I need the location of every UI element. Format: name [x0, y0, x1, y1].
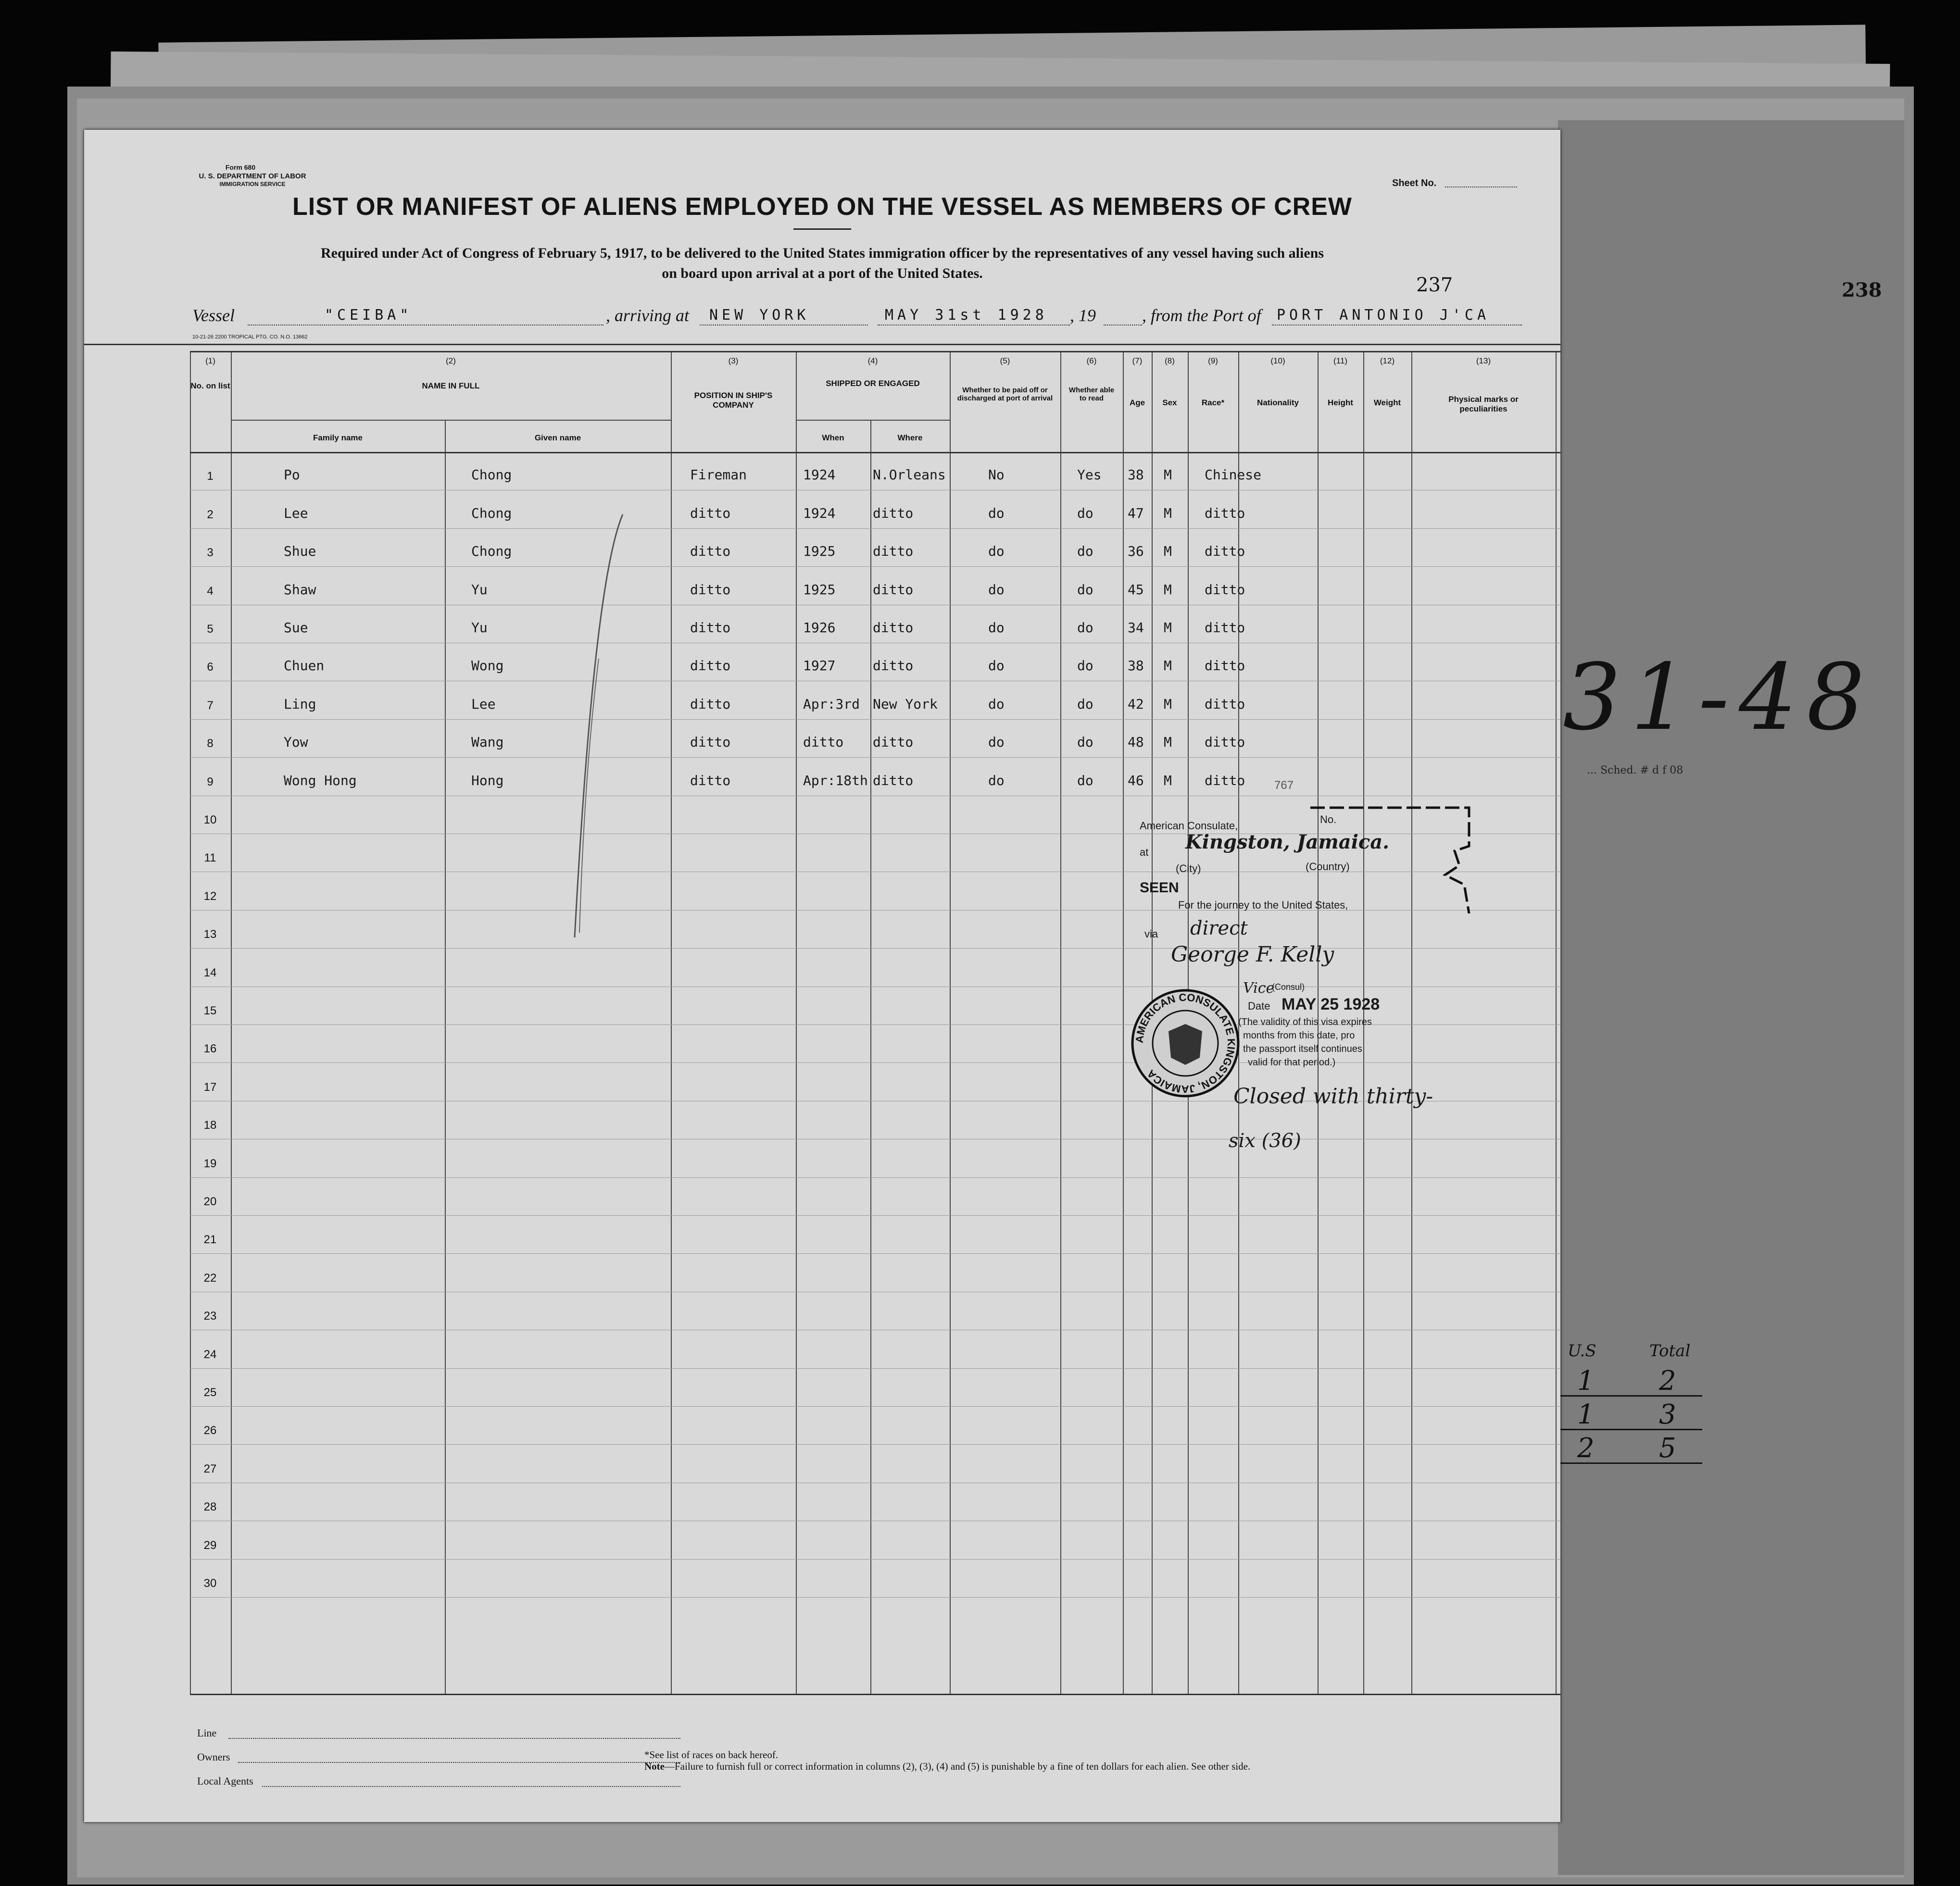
cell-paid-off: do — [988, 620, 1005, 636]
footnote — [644, 1761, 1250, 1773]
header-no: No. on list — [190, 381, 230, 390]
cell-when: 1927 — [803, 658, 836, 674]
row-number: 10 — [203, 813, 217, 826]
stamp-number: 767 — [1274, 779, 1294, 792]
cell-age: 42 — [1128, 696, 1144, 712]
header-sex: Sex — [1162, 398, 1177, 407]
cell-paid-off: do — [988, 581, 1005, 598]
cell-race: ditto — [1205, 505, 1245, 521]
cell-sex: M — [1164, 543, 1172, 560]
column-number: (2) — [446, 356, 456, 365]
cell-when: 1926 — [803, 620, 836, 636]
row-number: 24 — [203, 1348, 217, 1361]
cell-sex: M — [1164, 772, 1172, 788]
cell-given: Wong — [471, 658, 504, 674]
row-rule — [190, 1368, 1560, 1369]
tally-rule — [1558, 1462, 1702, 1464]
row-rule — [190, 719, 1560, 720]
cell-given: Chong — [471, 505, 512, 521]
vessel-name: "CEIBA" — [325, 307, 413, 324]
cell-given: Chong — [471, 543, 512, 560]
stamp-at-label: at — [1140, 846, 1149, 858]
row-number: 8 — [207, 737, 214, 750]
cell-sex: M — [1164, 620, 1172, 636]
cell-position: ditto — [690, 581, 731, 598]
row-number: 15 — [203, 1004, 217, 1017]
header-given-name: Given name — [534, 433, 581, 442]
cell-position: ditto — [690, 505, 731, 521]
cell-when: 1925 — [803, 543, 836, 560]
column-number: (4) — [867, 356, 878, 365]
footnote-text: —Failure to furnish full or correct information in columns (2), (3), (4) and (5) is punishable by a fine of ten dollars for each alien. See other side. — [664, 1761, 1251, 1772]
cell-family: Po — [284, 467, 300, 483]
header-name: NAME IN FULL — [422, 381, 480, 390]
manifest-sheet — [84, 130, 1560, 1822]
header-rule — [84, 344, 1560, 345]
stamp-date-label: Date — [1248, 1000, 1270, 1012]
row-rule — [190, 1215, 1560, 1216]
column-number: (7) — [1132, 356, 1143, 365]
subtitle: on board upon arrival at a port of the United States. — [662, 265, 983, 281]
row-number: 23 — [203, 1310, 217, 1323]
cell-where: ditto — [873, 620, 914, 636]
header-weight: Weight — [1373, 398, 1401, 407]
year-label: , 19 — [1070, 306, 1096, 325]
row-number: 12 — [203, 889, 217, 903]
footer-agents-underline — [262, 1786, 680, 1787]
stamp-city-label: (City) — [1176, 862, 1201, 874]
row-number: 18 — [203, 1119, 217, 1132]
tally-total: 5 — [1659, 1433, 1676, 1464]
cell-sex: M — [1164, 467, 1172, 483]
stamp-signature: George F. Kelly — [1171, 942, 1334, 967]
cell-read: do — [1077, 658, 1093, 674]
header-nationality: Nationality — [1257, 398, 1299, 407]
cell-position: ditto — [690, 620, 731, 636]
cell-race: ditto — [1205, 581, 1245, 598]
header-race: Race* — [1201, 398, 1225, 407]
stamp-border — [1310, 803, 1493, 913]
footnote-label: Note — [644, 1761, 665, 1772]
footer-owners-label: Owners — [197, 1751, 230, 1763]
column-number: (9) — [1208, 356, 1218, 365]
cell-sex: M — [1164, 505, 1172, 521]
row-number: 21 — [203, 1233, 217, 1247]
cell-where: ditto — [873, 772, 914, 788]
subtitle: Required under Act of Congress of February 5, 1917, to be delivered to the United States immigration officer by the representatives of any vessel having such aliens — [321, 245, 1324, 261]
cell-age: 36 — [1128, 543, 1144, 560]
arriving-label: , arriving at — [606, 306, 690, 325]
header-age: Age — [1129, 398, 1145, 407]
column-number: (6) — [1086, 356, 1097, 365]
printer-line: 10-21-26 2200 TROPICAL PTG. CO. N.O. 13662 — [192, 334, 308, 340]
cell-race: ditto — [1205, 543, 1245, 560]
row-rule — [190, 1406, 1560, 1407]
cell-when: ditto — [803, 734, 844, 750]
cell-paid-off: do — [988, 734, 1005, 750]
row-rule — [190, 948, 1560, 949]
row-rule — [190, 1177, 1560, 1178]
row-rule — [190, 1444, 1560, 1445]
cell-race: Chinese — [1205, 467, 1262, 483]
row-number: 14 — [203, 966, 217, 979]
cell-paid-off: do — [988, 772, 1005, 788]
sheet-no-label: Sheet No. — [1392, 178, 1437, 188]
cell-family: Wong Hong — [284, 772, 357, 788]
cell-given: Lee — [471, 696, 496, 712]
cell-age: 48 — [1128, 734, 1144, 750]
tally-rule — [1558, 1395, 1702, 1397]
faint-note: ... Sched. # d f 08 — [1587, 764, 1684, 776]
service: IMMIGRATION SERVICE — [219, 181, 286, 187]
row-number: 25 — [203, 1386, 217, 1399]
stamp-via-label: via — [1144, 928, 1158, 940]
cell-sex: M — [1164, 658, 1172, 674]
stamp-validity: months from this date, pro — [1243, 1030, 1355, 1041]
row-number: 13 — [203, 928, 217, 941]
cell-family: Shaw — [284, 581, 316, 598]
cell-family: Yow — [284, 734, 308, 750]
column-number: (11) — [1333, 356, 1347, 365]
row-number: 9 — [207, 775, 214, 788]
cell-position: ditto — [690, 543, 731, 560]
footer-agents-label: Local Agents — [197, 1775, 253, 1787]
cell-family: Shue — [284, 543, 316, 560]
cell-given: Wang — [471, 734, 504, 750]
cell-paid-off: do — [988, 505, 1005, 521]
cell-age: 38 — [1128, 467, 1144, 483]
page-number: 237 — [1416, 274, 1453, 296]
tally-value: 2 — [1577, 1433, 1595, 1464]
column-number: (3) — [728, 356, 739, 365]
tally-header-us: U.S — [1568, 1341, 1596, 1361]
row-number: 20 — [203, 1195, 217, 1208]
row-number: 2 — [207, 508, 214, 521]
consulate-seal — [1128, 986, 1243, 1101]
column-number: (10) — [1270, 356, 1285, 365]
row-rule — [190, 1597, 1560, 1598]
header-family-name: Family name — [313, 433, 363, 442]
column-number: (8) — [1165, 356, 1175, 365]
cell-position: ditto — [690, 696, 731, 712]
cell-read: do — [1077, 581, 1093, 598]
row-number: 4 — [207, 584, 214, 598]
cell-age: 47 — [1128, 505, 1144, 521]
cell-given: Chong — [471, 467, 512, 483]
header-when: When — [822, 433, 844, 442]
cell-when: 1924 — [803, 467, 836, 483]
cell-position: ditto — [690, 734, 731, 750]
cell-read: do — [1077, 696, 1093, 712]
stamp-via: direct — [1190, 917, 1248, 939]
footer-line-underline — [228, 1738, 680, 1739]
arrival-port: NEW YORK — [709, 307, 810, 324]
column-number: (1) — [205, 356, 215, 365]
row-number: 11 — [204, 851, 216, 865]
next-page — [1558, 120, 1904, 1875]
cell-read: do — [1077, 734, 1093, 750]
tally-value: 1 — [1577, 1399, 1595, 1430]
footnote-races: *See list of races on back hereof. — [644, 1749, 779, 1761]
row-number: 29 — [203, 1538, 217, 1552]
stamp-city: Kingston, Jamaica. — [1185, 831, 1390, 853]
departure-port: PORT ANTONIO J'CA — [1277, 307, 1490, 324]
cell-paid-off: do — [988, 543, 1005, 560]
row-number: 17 — [203, 1080, 217, 1094]
handwritten-mark: 31-48 — [1563, 644, 1874, 750]
cell-read: do — [1077, 772, 1093, 788]
stamp-consul-label: (Consul) — [1272, 982, 1305, 992]
handwritten-note: Closed with thirty- — [1233, 1084, 1433, 1109]
cell-position: Fireman — [690, 467, 747, 483]
cell-sex: M — [1164, 734, 1172, 750]
cell-race: ditto — [1205, 772, 1245, 788]
stamp-date: MAY 25 1928 — [1282, 995, 1380, 1013]
cell-where: ditto — [873, 581, 914, 598]
row-number: 19 — [203, 1157, 217, 1170]
tally-header: Total — [1649, 1341, 1691, 1361]
column-number: (5) — [1000, 356, 1010, 365]
cell-position: ditto — [690, 658, 731, 674]
row-number: 16 — [203, 1042, 217, 1056]
ditto-pencil-marks — [565, 486, 690, 942]
cell-given: Hong — [471, 772, 504, 788]
header-paid-off: Whether to be paid off or discharged at port of arrival — [957, 386, 1053, 403]
cell-sex: M — [1164, 581, 1172, 598]
handwritten-note: six (36) — [1229, 1130, 1301, 1152]
cell-where: New York — [873, 696, 938, 712]
vessel-label: Vessel — [192, 306, 235, 325]
cell-when: 1924 — [803, 505, 836, 521]
header-shipped: SHIPPED OR ENGAGED — [826, 379, 920, 388]
cell-when: Apr:18th — [803, 772, 868, 788]
tally-value: 1 — [1577, 1365, 1595, 1397]
header-read: Whether able to read — [1068, 386, 1115, 403]
row-rule — [190, 1062, 1560, 1063]
tally-total: 2 — [1659, 1365, 1676, 1397]
header-height: Height — [1328, 398, 1353, 407]
cell-race: ditto — [1205, 620, 1245, 636]
row-rule — [190, 566, 1560, 567]
cell-given: Yu — [471, 581, 488, 598]
cell-read: Yes — [1077, 467, 1102, 483]
header-where: Where — [897, 433, 923, 442]
cell-read: do — [1077, 543, 1093, 560]
cell-family: Chuen — [284, 658, 325, 674]
cell-family: Ling — [284, 696, 316, 712]
row-number: 26 — [203, 1424, 217, 1437]
cell-when: Apr:3rd — [803, 696, 860, 712]
cell-where: ditto — [873, 658, 914, 674]
cell-paid-off: do — [988, 658, 1005, 674]
cell-sex: M — [1164, 696, 1172, 712]
page-title: LIST OR MANIFEST OF ALIENS EMPLOYED ON THE VESSEL AS MEMBERS OF CREW — [292, 193, 1352, 221]
footer-owners-underline — [238, 1762, 680, 1763]
form-number: Form 680 — [225, 163, 256, 171]
row-rule — [190, 528, 1560, 529]
cell-race: ditto — [1205, 658, 1245, 674]
stamp-validity: valid for that period.) — [1248, 1057, 1336, 1068]
cell-paid-off: No — [988, 467, 1005, 483]
cell-race: ditto — [1205, 696, 1245, 712]
row-number: 1 — [207, 470, 214, 483]
row-number: 22 — [203, 1271, 217, 1285]
row-number: 5 — [207, 623, 214, 636]
footer-line-label: Line — [197, 1727, 217, 1739]
cell-race: ditto — [1205, 734, 1245, 750]
cell-given: Yu — [471, 620, 488, 636]
row-rule — [190, 1253, 1560, 1254]
cell-position: ditto — [690, 772, 731, 788]
cell-family: Sue — [284, 620, 308, 636]
from-label: , from the Port of — [1142, 306, 1261, 325]
row-number: 27 — [203, 1462, 217, 1475]
stamp-vice: Vice — [1243, 980, 1275, 997]
header-position: POSITION IN SHIP'S COMPANY — [694, 391, 773, 410]
cell-where: N.Orleans — [873, 467, 946, 483]
column-number: (12) — [1380, 356, 1395, 365]
column-number: (13) — [1476, 356, 1491, 365]
title-rule — [793, 228, 851, 230]
row-number: 7 — [207, 699, 214, 712]
cell-where: ditto — [873, 734, 914, 750]
cell-age: 34 — [1128, 620, 1144, 636]
department: U. S. DEPARTMENT OF LABOR — [199, 172, 306, 180]
stamp-consulate: American Consulate, — [1140, 820, 1238, 832]
row-number: 28 — [203, 1500, 217, 1514]
svg-text:AMERICAN CONSULATE KINGSTON, J: AMERICAN CONSULATE KINGSTON, JAMAICA — [1133, 991, 1238, 1096]
row-rule — [190, 1559, 1560, 1560]
cell-when: 1925 — [803, 581, 836, 598]
tally-total: 3 — [1659, 1399, 1676, 1430]
next-page-number: 238 — [1842, 279, 1882, 301]
stamp-validity: the passport itself continues — [1243, 1044, 1362, 1054]
arrival-date: MAY 31st 1928 — [885, 307, 1048, 324]
cell-age: 38 — [1128, 658, 1144, 674]
cell-paid-off: do — [988, 696, 1005, 712]
row-rule — [190, 757, 1560, 758]
row-number: 30 — [203, 1577, 217, 1590]
stamp-validity: (The validity of this visa expires — [1238, 1017, 1372, 1027]
cell-read: do — [1077, 620, 1093, 636]
cell-age: 46 — [1128, 772, 1144, 788]
row-number: 6 — [207, 661, 214, 674]
cell-where: ditto — [873, 505, 914, 521]
stamp-no-label: No. — [1320, 813, 1337, 825]
cell-where: ditto — [873, 543, 914, 560]
tally-rule — [1558, 1429, 1702, 1430]
header-physical-marks: Physical marks or peculiarities — [1448, 395, 1519, 413]
cell-age: 45 — [1128, 581, 1144, 598]
stamp-country-label: (Country) — [1306, 861, 1350, 873]
stamp-seen: SEEN — [1140, 880, 1179, 896]
cell-read: do — [1077, 505, 1093, 521]
stamp-journey: For the journey to the United States, — [1178, 899, 1348, 911]
row-number: 3 — [207, 546, 214, 560]
cell-family: Lee — [284, 505, 308, 521]
